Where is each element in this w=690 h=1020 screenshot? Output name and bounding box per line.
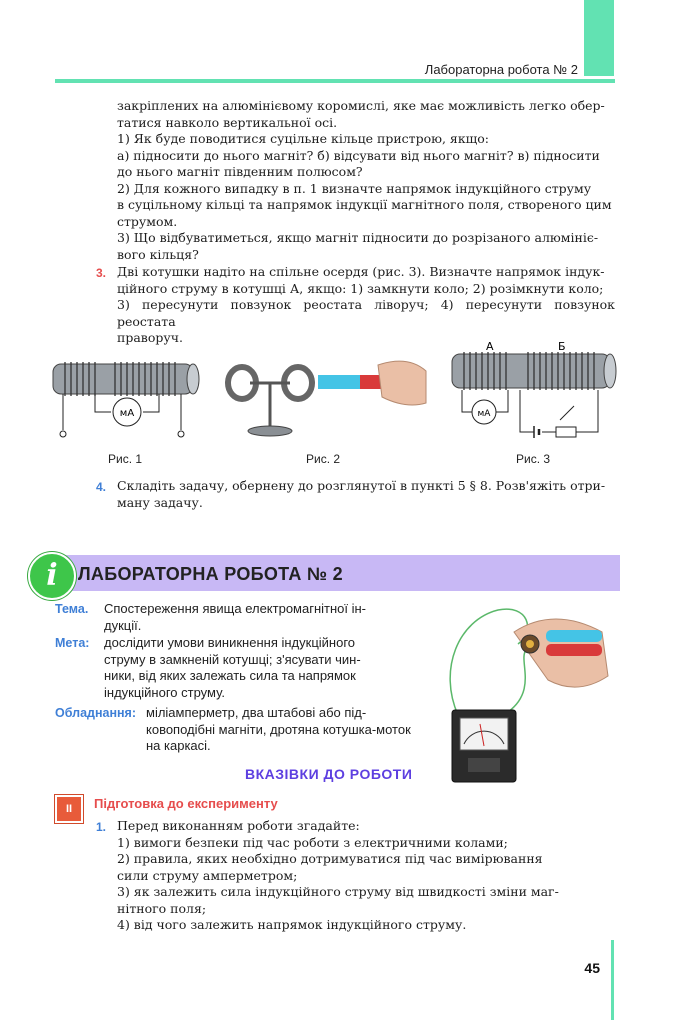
question-4 [117, 478, 615, 511]
instructions-title: ВКАЗІВКИ ДО РОБОТИ [245, 766, 413, 782]
step-item: 3) як залежить сила індукційного струму від швидкості зміни маг- [117, 884, 559, 899]
step-1-number: 1. [96, 820, 107, 834]
topic-text: Спостереження явища електромагнітної ін- дукції. [104, 601, 367, 633]
lab-title: ЛАБОРАТОРНА РОБОТА № 2 [78, 564, 343, 584]
q2-line: струмом. [117, 213, 178, 229]
figure-1-coil-diagram [45, 350, 205, 450]
q2-line: татися навколо вертикальної осі. [117, 114, 338, 130]
step-1-text [117, 818, 615, 934]
q2-line: закріплених на алюмінієвому коромислі, яке має можливість легко обер- [117, 98, 605, 113]
equipment-text: міліамперметр, два штабові або під- ковоподібні магніти, дротяна котушка-моток на каркасі. [146, 705, 411, 753]
step-item: сили струму амперметром; [117, 867, 298, 883]
step-item: 2) правила, яких необхідно дотримуватися під час вимірювання [117, 851, 543, 866]
q2-line: до нього магніт південним полюсом? [117, 164, 363, 179]
step-item: 4) від чого залежить напрямок індукційного струму. [117, 917, 467, 932]
section-title: Підготовка до експерименту [94, 796, 278, 811]
figure-1-caption: Рис. 1 [108, 452, 143, 466]
question-3-number: 3. [96, 266, 107, 280]
figure-3-two-coils-diagram [448, 340, 618, 445]
figure-3-caption: Рис. 3 [516, 452, 551, 466]
header-tab-block [584, 0, 614, 76]
q3-line: Дві котушки надіто на спільне осердя (рис. 3). Визначте напрямок індук- [117, 264, 605, 279]
q2-line: вого кільця? [117, 246, 199, 262]
step-item: 1) вимоги безпеки під час роботи з електричними колами; [117, 834, 508, 850]
step-intro: Перед виконанням роботи згадайте: [117, 818, 360, 833]
q2-line: в суцільному кільці та напрямок індукції магнітного поля, створеного цим [117, 197, 612, 212]
q4-line: ману задачу. [117, 494, 203, 510]
lab-equipment-photo [418, 600, 618, 790]
q3-line: 3) пересунути повзунок реостата ліворуч; 4) пересунути повзунок реостата [117, 297, 615, 329]
q2-line: а) підносити до нього магніт? б) відсувати від нього магніт? в) підносити [117, 147, 600, 163]
meter-label: мА [477, 409, 491, 419]
figure-2-rings-diagram [220, 355, 430, 440]
step-item: нітного поля; [117, 900, 207, 916]
coil-b-label: Б [558, 340, 566, 353]
goal-label: Мета: [55, 636, 90, 650]
section-badge: II [55, 795, 83, 823]
info-icon [28, 552, 76, 600]
side-rule [611, 940, 614, 1020]
goal-text: дослідити умови виникнення індукційного струму в замкненій котушці; з'ясувати чин- ники, від яких залежать сила та напрямок індукційного струму. [104, 635, 361, 700]
q4-line: Складіть задачу, обернену до розглянутої в пункті 5 § 8. Розв'яжіть отри- [117, 478, 606, 493]
header-rule [55, 79, 615, 83]
question-2-continuation [117, 98, 615, 263]
q3-line: ційного струму в котушці А, якщо: 1) замкнути коло; 2) розімкнути коло; [117, 280, 604, 296]
running-header: Лабораторна робота № 2 [424, 62, 578, 77]
question-3 [117, 264, 615, 347]
page-number: 45 [584, 960, 600, 976]
question-4-number: 4. [96, 480, 107, 494]
q2-line: 1) Як буде поводитися суцільне кільце пристрою, якщо: [117, 131, 489, 146]
meter-label: мА [119, 408, 135, 419]
info-icon-letter: i [46, 558, 58, 593]
equipment-label: Обладнання: [55, 706, 137, 720]
topic-label: Тема. [55, 602, 89, 616]
q2-line: 2) Для кожного випадку в п. 1 визначте напрямок індукційного струму [117, 180, 592, 196]
coil-a-label: А [486, 340, 494, 353]
q3-line: праворуч. [117, 330, 183, 345]
q2-line: 3) Що відбуватиметься, якщо магніт підносити до розрізаного алюмініє- [117, 230, 599, 245]
figure-2-caption: Рис. 2 [306, 452, 341, 466]
